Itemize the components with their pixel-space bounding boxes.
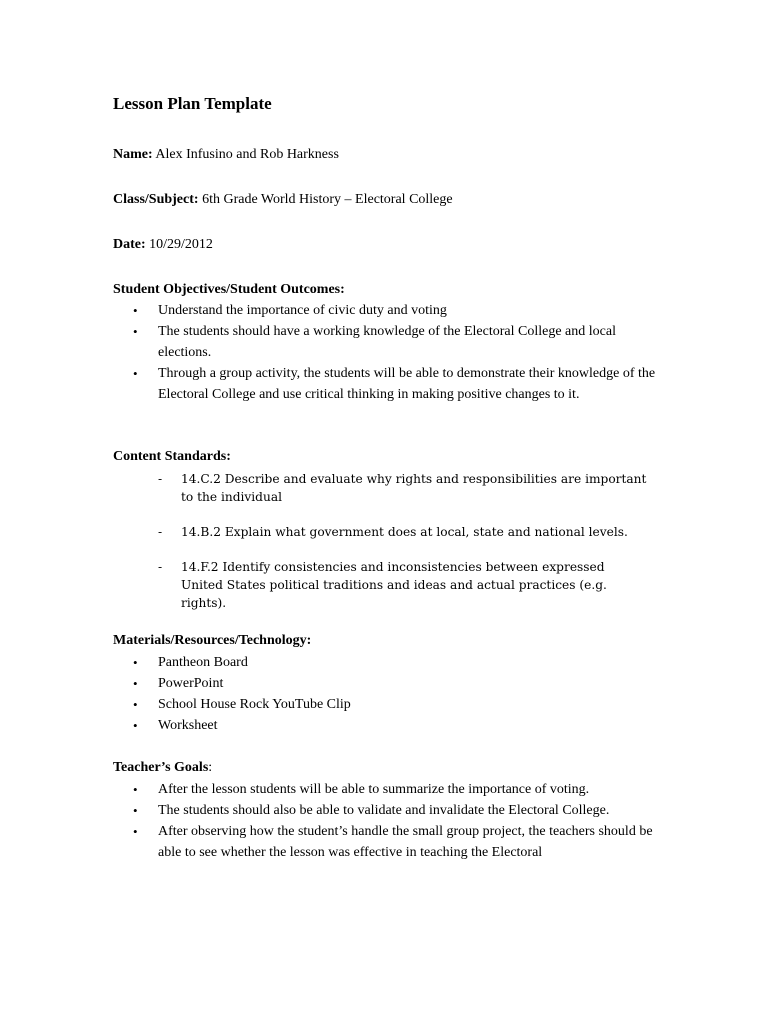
list-item [113,321,658,363]
standards-list [158,470,648,629]
dash-marker: - [158,472,163,486]
standard-text: 14.F.2 Identify consistencies and inconsistencies between expressed United States political traditions and ideas and actual practices (e.g. rights). [181,560,607,610]
list-item [158,558,648,612]
standard-text: 14.C.2 Describe and evaluate why rights and responsibilities are important to the individual [181,472,647,504]
name-value: Alex Infusino and Rob Harkness [155,147,339,162]
material-text: PowerPoint [158,676,224,691]
document-title: Lesson Plan Template [113,94,272,113]
objective-text: The students should have a working knowledge of the Electoral College and local elections. [158,324,616,360]
goals-heading [113,758,212,778]
list-item [113,673,673,694]
class-subject-value: 6th Grade World History – Electoral College [202,192,453,207]
objectives-heading: Student Objectives/Student Outcomes: [113,282,345,297]
dash-marker: - [158,560,163,574]
bullet-icon: • [133,324,138,339]
list-item [113,694,673,715]
list-item [158,523,648,541]
list-item [113,652,673,673]
goals-heading-colon: : [208,760,213,775]
material-text: School House Rock YouTube Clip [158,697,351,712]
date-value: 10/29/2012 [149,237,213,252]
material-text: Worksheet [158,718,218,733]
bullet-icon: • [133,697,138,712]
list-item [158,470,648,506]
goal-text: After the lesson students will be able to summarize the importance of voting. [158,782,590,797]
dash-marker: - [158,525,163,539]
material-text: Pantheon Board [158,655,248,670]
objectives-list [113,300,658,405]
standard-text: 14.B.2 Explain what government does at local, state and national levels. [181,525,628,539]
bullet-icon: • [133,782,138,797]
goal-text: After observing how the student’s handle the small group project, the teachers should be able to see whether the lesson was effective in teaching the Electoral [158,824,653,860]
date-field [113,235,213,255]
class-subject-label: Class/Subject: [113,192,199,207]
bullet-icon: • [133,655,138,670]
list-item [113,363,658,405]
name-field [113,145,339,165]
date-label: Date: [113,237,146,252]
objective-text: Understand the importance of civic duty and voting [158,303,447,318]
bullet-icon: • [133,803,138,818]
goal-text: The students should also be able to validate and invalidate the Electoral College. [158,803,610,818]
bullet-icon: • [133,676,138,691]
materials-list [113,652,673,736]
name-label: Name: [113,147,153,162]
standards-heading: Content Standards: [113,449,231,464]
goals-heading-text: Teacher’s Goals [113,760,209,775]
goals-list [113,779,658,863]
list-item [113,300,658,321]
class-subject-field [113,190,453,210]
list-item [113,779,658,800]
bullet-icon: • [133,366,138,381]
list-item [113,821,658,863]
materials-heading: Materials/Resources/Technology: [113,633,312,648]
list-item [113,715,673,736]
objective-text: Through a group activity, the students will be able to demonstrate their knowledge of the Electoral College and use critical thinking in making positive changes to it. [158,366,656,402]
bullet-icon: • [133,303,138,318]
bullet-icon: • [133,718,138,733]
bullet-icon: • [133,824,138,839]
list-item [113,800,658,821]
